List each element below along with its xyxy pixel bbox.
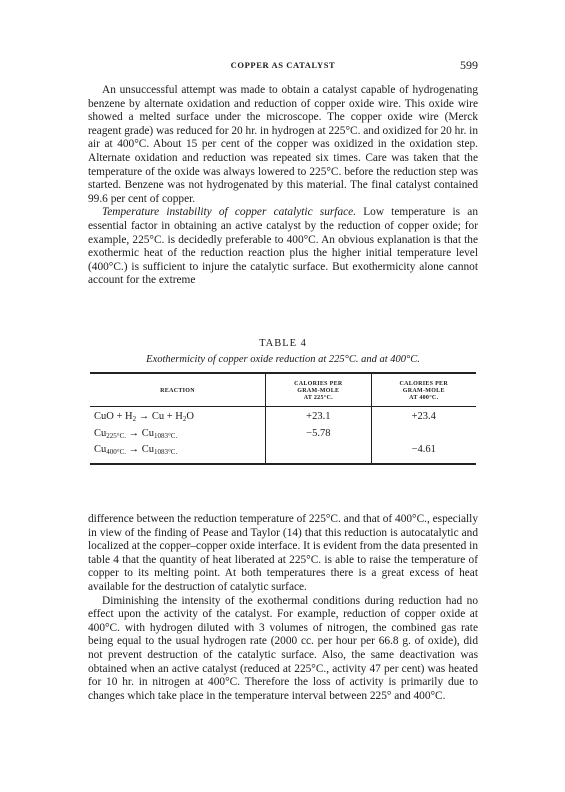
table-caption <box>88 338 478 365</box>
exothermicity-table <box>90 372 476 465</box>
value-225-cell: +23.1 <box>266 407 371 427</box>
table-row <box>90 407 476 427</box>
body-text-lower <box>88 513 478 703</box>
paragraph-oxidation-reduction: An unsuccessful attempt was made to obtain a catalyst capable of hydrogenating benzene by alternate oxidation and reduction of copper oxide wire. This oxide wire showed a melted surface under the microscope. The copper oxide wire (Merck reagent grade) was reduced for 20 hr. in hydrogen at 225°C. and oxidized for 20 hr. in air at 400°C. About 15 per cent of the copper was oxidized in the oxidation step. Alternate oxidation and reduction was repeated six times. Care was taken that the temperature of the oxide was always lowered to 225°C. before the reduction step was started. Benzene was not hydrogenated by this material. The final catalyst contained 99.6 per cent of copper. <box>88 84 478 205</box>
body-text-upper <box>88 84 478 288</box>
table-title: Exothermicity of copper oxide reduction at 225°C. and at 400°C. <box>146 354 420 365</box>
reaction-cell: $Cu_{225^\circ C.} \to Cu_{1083^\circ C.}$ <box>94 427 178 440</box>
value-225-cell <box>266 443 371 464</box>
table-number: TABLE 4 <box>259 338 307 349</box>
paragraph-heading: Temperature instability of copper catalytic surface. <box>102 206 357 219</box>
paragraph-temperature-instability <box>88 206 478 288</box>
paragraph-continuation: difference between the reduction temperature of 225°C. and that of 400°C., especially in view of the finding of Pease and Taylor (14) that this reduction is autocatalytic and localized at the copper–copper oxide interface. It is evident from the data presented in table 4 that the quantity of heat liberated at 225°C. is able to raise the temperature of copper to its melting point. At both temperatures there is a great excess of heat available for the destruction of catalytic surface. <box>88 513 478 593</box>
table-row <box>90 427 476 444</box>
paragraph-diminishing-intensity: Diminishing the intensity of the exothermal conditions during reduction had no effect upon the activity of the catalyst. For example, reduction of copper oxide at 400°C. with hydrogen diluted with 3 volumes of nitrogen, the combined gas rate being equal to the usual hydrogen rate (2000 cc. per hour per 66.8 g. of oxide), did not prevent destruction of the catalytic surface. Also, the same deactivation was obtained when an active catalyst (reduced at 225°C., activity 47 per cent) was heated for 10 hr. in nitrogen at 400°C. Therefore the loss of activity is primarily due to changes which take place in the temperature interval between 225° and 400°C. <box>88 594 478 702</box>
column-header-400: CALORIES PER GRAM-MOLE AT 400°C. <box>371 373 476 407</box>
page-number: 599 <box>460 58 478 72</box>
reaction-cell: $Cu_{400^\circ C.} \to Cu_{1083^\circ C.}$ <box>90 443 266 464</box>
paragraph-text: Low temperature is an essential factor in obtaining an active catalyst by the reduction of copper oxide; for example, 225°C. is decidedly preferable to 400°C. An obvious explanation is that the exothermic heat of the reduction reaction plus the higher initial temperature level (400°C.) is sufficient to injure the catalytic surface. But exothermicity alone cannot account for the extreme <box>88 206 478 287</box>
column-header-reaction: REACTION <box>90 373 266 407</box>
value-400-cell: +23.4 <box>411 411 436 422</box>
table-row <box>90 443 476 464</box>
value-400-cell <box>371 427 476 444</box>
column-header-225: CALORIES PER GRAM-MOLE AT 225°C. <box>266 373 371 407</box>
value-400-cell: −4.61 <box>371 443 476 464</box>
reaction-cell: CuO + $H_2 \to Cu + H_2O$ <box>94 411 194 423</box>
value-225-cell: −5.78 <box>266 427 371 444</box>
running-title: COPPER AS CATALYST <box>230 60 336 70</box>
running-head <box>88 60 478 76</box>
